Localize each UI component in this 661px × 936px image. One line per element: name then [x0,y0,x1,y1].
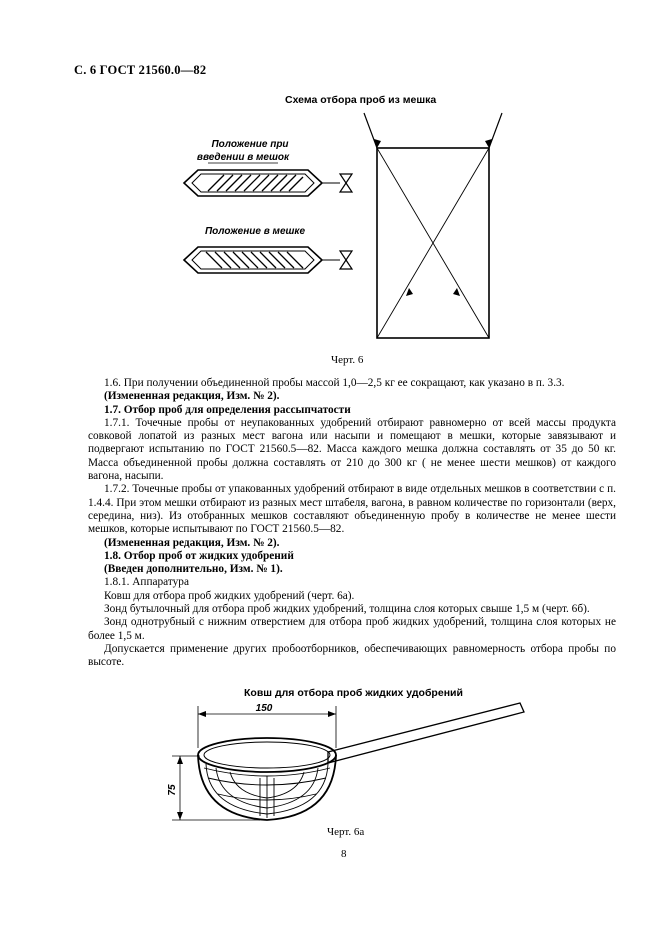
paragraph: 1.7.2. Точечные пробы от упакованных удобрений отбирают в виде отдельных мешков в соответствии с п. 1.4.4. При этом мешки отбирают из разных мест штабеля, вагона, в равном количестве по горизонтали (верх, середина, низ). Из отобранных мешков составляют объединенную пробу в количестве не менее шести мешков, которые испытывают по ГОСТ 21560.5—82. [88,483,616,536]
figure6-label-inside: Положение в мешке [204,226,306,237]
figure6-diagram [170,108,530,348]
figure6a-title: Ковш для отбора проб жидких удобрений [244,687,463,699]
paragraph: (Измененная редакция, Изм. № 2). [104,390,280,403]
paragraph: 1.8.1. Аппаратура [104,576,189,589]
figure6a-diagram [160,698,540,828]
paragraph: 1.8. Отбор проб от жидких удобрений [104,549,294,562]
paragraph: 1.6. При получении объединенной пробы массой 1,0—2,5 кг ее сокращают, как указано в п. 3.3. [104,377,565,389]
probe-inside-icon [184,247,352,273]
figure6-label-insert-line2: введении в мешок [196,152,290,163]
page-header: С. 6 ГОСТ 21560.0—82 [74,63,207,77]
paragraph: 1.7.1. Точечные пробы от неупакованных удобрений отбирают равномерно от всей массы продукта совковой лопатой из разных мест вагона или насыпи и помещают в мешки, которые завязывают и подвергают испытанию по ГОСТ 21560.5—82. Масса каждого мешка должна составлять от 35 до 50 кг. Масса объединенной пробы должна составлять от 210 до 300 кг ( не менее шести мешков) от каждого вагона, насыпи. [88,416,616,483]
body-text [88,377,616,670]
paragraph: Зонд однотрубный с нижним отверстием для отбора проб жидких удобрений, толщина слоя которых не более 1,5 м. [88,616,616,642]
probe-insert-icon [184,170,352,196]
figure6-caption: Черт. 6 [331,354,364,366]
figure6-title: Схема отбора проб из мешка [285,94,437,106]
page-number: 8 [341,848,347,860]
paragraph: 1.7. Отбор проб для определения рассыпчатости [104,403,351,416]
paragraph: Зонд бутылочный для отбора проб жидких удобрений, толщина слоя которых свыше 1,5 м (черт. 6б). [104,603,590,616]
dimension-height-value: 75 [167,784,178,796]
dimension-width [198,703,336,748]
paragraph: (Измененная редакция, Изм. № 2). [104,536,280,549]
figure6-label-insert-line1: Положение при [211,139,289,150]
paragraph: Ковш для отбора проб жидких удобрений (черт. 6а). [104,589,355,602]
bag-diagram [364,113,502,338]
paragraph: Допускается применение других пробоотборников, обеспечивающих равномерность отбора пробы по высоте. [88,642,616,669]
ladle-icon [198,703,524,820]
dimension-width-value: 150 [255,703,273,714]
figure6a-caption: Черт. 6а [327,826,365,838]
paragraph: (Введен дополнительно, Изм. № 1). [104,563,283,576]
